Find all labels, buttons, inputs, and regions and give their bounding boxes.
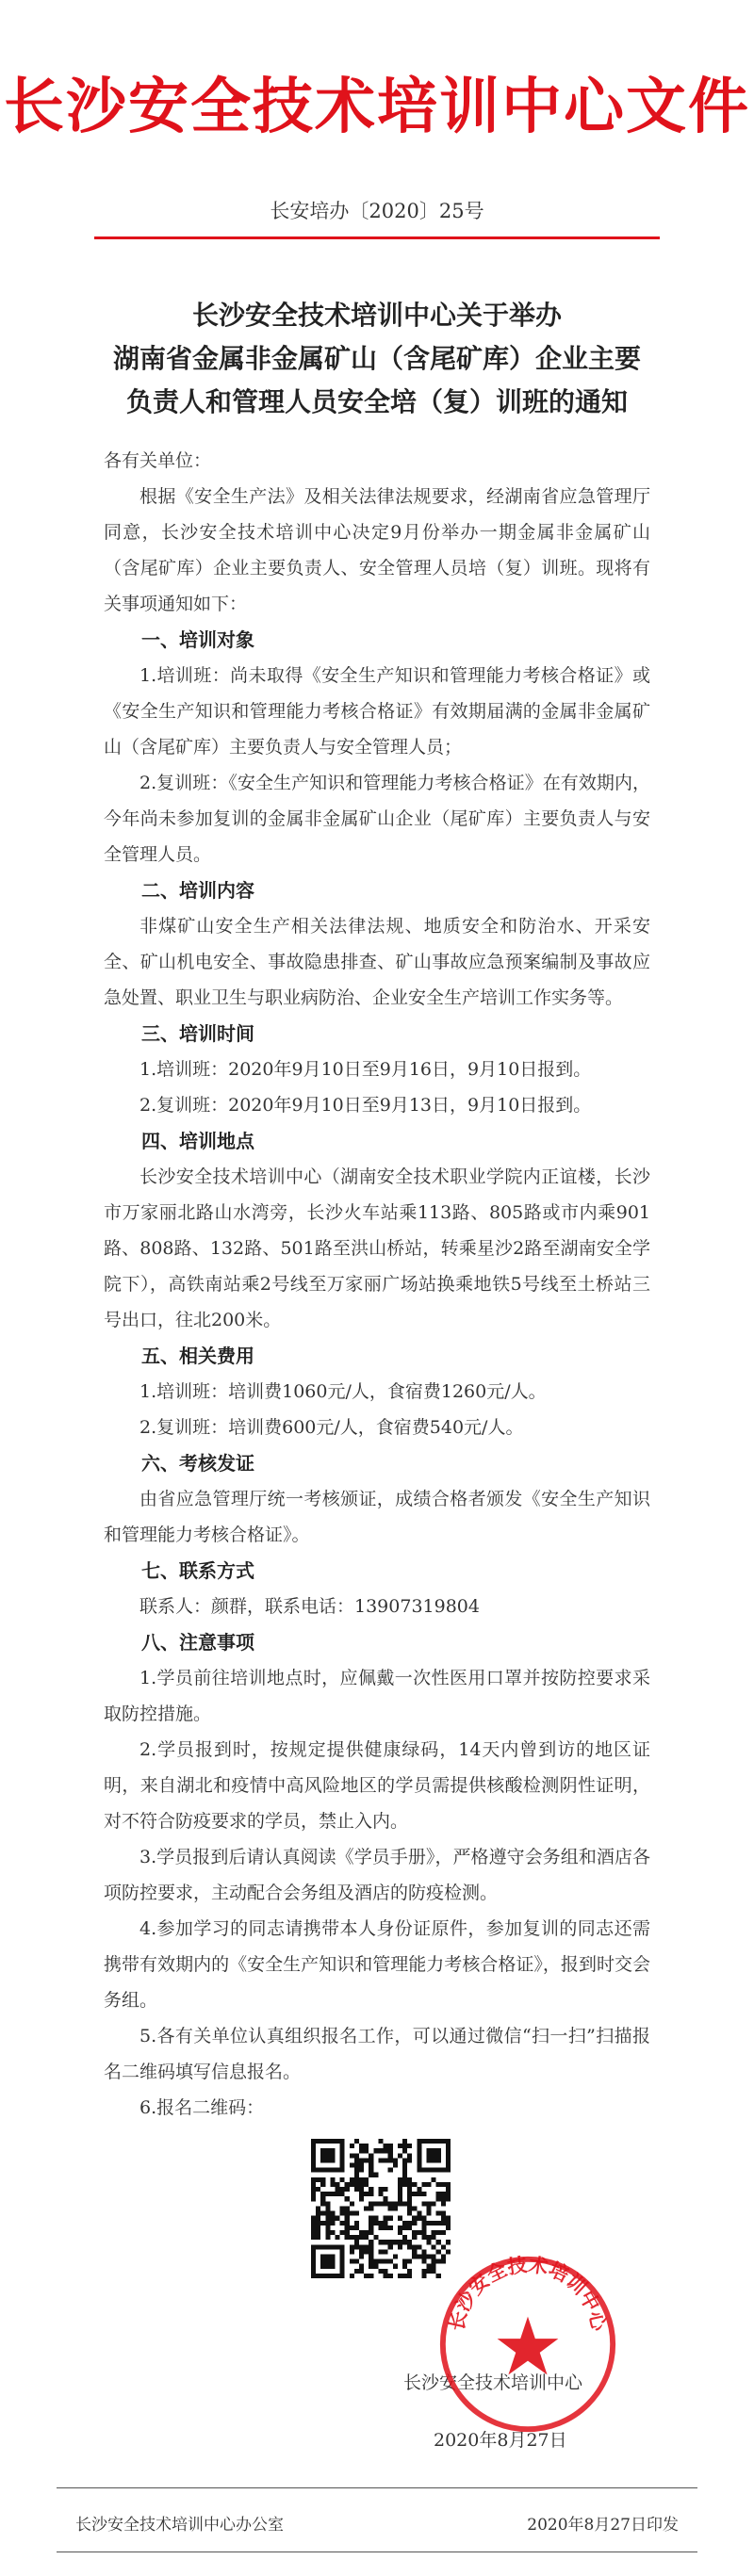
signature-organization: 长沙安全技术培训中心 [403, 2372, 583, 2393]
notice-body [104, 443, 650, 2126]
body-paragraph: 1.学员前往培训地点时，应佩戴一次性医用口罩并按防控要求采取防控措施。 [104, 1668, 650, 1724]
notice-title-line: 湖南省金属非金属矿山（含尾矿库）企业主要 [112, 343, 641, 374]
notice-title-line: 长沙安全技术培训中心关于举办 [191, 300, 562, 331]
seal-text: 长沙安全技术培训中心 [445, 2253, 611, 2333]
body-paragraph: 2.学员报到时，按规定提供健康绿码，14天内曾到访的地区证明，来自湖北和疫情中高风险地区的学员需提供核酸检测阴性证明，对不符合防疫要求的学员，禁止入内。 [104, 1739, 650, 1832]
body-paragraph: 长沙安全技术培训中心（湖南安全技术职业学院内正谊楼，长沙市万家丽北路山水湾旁，长沙火车站乘113路、805路或市内乘901路、808路、132路、501路至洪山桥站，转乘星沙2路至湖南安全学院下），高铁南站乘2号线至万家丽广场站换乘地铁5号线至土桥站三号出口，往北200米。 [104, 1166, 650, 1330]
body-paragraph: 3.学员报到后请认真阅读《学员手册》，严格遵守会务组和酒店各项防控要求，主动配合会务组及酒店的防疫检测。 [104, 1847, 650, 1903]
section-heading: 四、培训地点 [141, 1130, 254, 1152]
footer-print-date: 2020年8月27日印发 [527, 2516, 679, 2535]
footer-top-rule [57, 2487, 697, 2488]
body-paragraph: 1.培训班：尚未取得《安全生产知识和管理能力考核合格证》或《安全生产知识和管理能力考核合格证》有效期届满的金属非金属矿山（含尾矿库）主要负责人与安全管理人员； [104, 665, 650, 758]
body-paragraph: 1.培训班：2020年9月10日至9月16日，9月10日报到。 [139, 1059, 592, 1080]
document-number: 长安培办〔2020〕25号 [270, 200, 484, 222]
body-paragraph: 6.报名二维码： [139, 2097, 265, 2118]
body-paragraph: 联系人：颜群，联系电话：13907319804 [139, 1596, 480, 1617]
registration-qr-code [311, 2139, 451, 2278]
body-paragraph: 2.复训班：《安全生产知识和管理能力考核合格证》在有效期内，今年尚未参加复训的金属非金属矿山企业（尾矿库）主要负责人与安全管理人员。 [104, 773, 650, 865]
notice-title-line: 负责人和管理人员安全培（复）训班的通知 [125, 386, 628, 417]
signature-date: 2020年8月27日 [434, 2430, 567, 2451]
section-heading: 一、培训对象 [141, 628, 254, 651]
salutation: 各有关单位： [104, 450, 212, 471]
red-divider [94, 236, 660, 239]
section-heading: 五、相关费用 [141, 1345, 254, 1367]
section-heading: 二、培训内容 [141, 879, 254, 902]
section-heading: 六、考核发证 [141, 1452, 254, 1475]
intro-paragraph: 根据《安全生产法》及相关法律法规要求，经湖南省应急管理厅同意，长沙安全技术培训中心决定9月份举办一期金属非金属矿山（含尾矿库）企业主要负责人、安全管理人员培（复）训班。现将有关事项通知如下： [104, 486, 650, 614]
body-paragraph: 非煤矿山安全生产相关法律法规、地质安全和防治水、开采安全、矿山机电安全、事故隐患排查、矿山事故应急预案编制及事故应急处置、职业卫生与职业病防治、企业安全生产培训工作实务等。 [104, 916, 650, 1008]
section-heading: 八、注意事项 [141, 1631, 254, 1654]
body-paragraph: 1.培训班：培训费1060元/人，食宿费1260元/人。 [139, 1381, 547, 1402]
footer-issuer: 长沙安全技术培训中心办公室 [75, 2516, 284, 2535]
body-paragraph: 4.参加学习的同志请携带本人身份证原件，参加复训的同志还需携带有效期内的《安全生产知识和管理能力考核合格证》，报到时交会务组。 [104, 1918, 650, 2011]
body-paragraph: 由省应急管理厅统一考核颁证，成绩合格者颁发《安全生产知识和管理能力考核合格证》。 [104, 1489, 650, 1545]
document-header-title: 长沙安全技术培训中心文件 [4, 72, 750, 142]
body-paragraph: 5.各有关单位认真组织报名工作，可以通过微信“扫一扫”扫描报名二维码填写信息报名。 [104, 2026, 650, 2082]
official-seal [435, 2252, 620, 2437]
notice-title [0, 294, 754, 424]
body-paragraph: 2.复训班：培训费600元/人，食宿费540元/人。 [139, 1417, 524, 1438]
body-paragraph: 2.复训班：2020年9月10日至9月13日，9月10日报到。 [139, 1095, 592, 1116]
section-heading: 七、联系方式 [141, 1559, 254, 1582]
section-heading: 三、培训时间 [141, 1022, 254, 1045]
